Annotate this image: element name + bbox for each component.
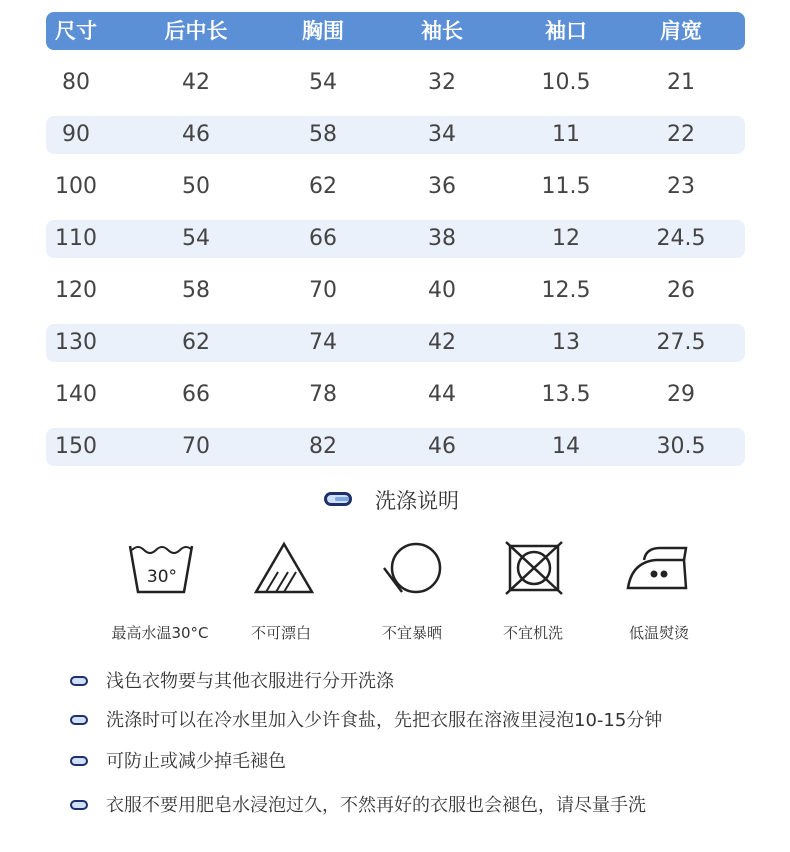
cell-back-length: 46 [182, 122, 210, 147]
cell-back-length: 50 [182, 174, 210, 199]
table-row [46, 116, 745, 154]
cell-chest: 78 [309, 382, 337, 407]
cell-size: 150 [55, 434, 97, 459]
cell-chest: 82 [309, 434, 337, 459]
bullet-icon [70, 800, 88, 810]
cell-sleeve-length: 38 [428, 226, 456, 251]
list-item [0, 748, 790, 776]
wash-temp-text: 30° [146, 567, 178, 587]
note-text: 可防止或减少掉毛褪色 [106, 751, 286, 772]
list-item [0, 668, 790, 696]
cell-chest: 54 [309, 70, 337, 95]
cell-back-length: 54 [182, 226, 210, 251]
care-label-iron-low: 低温熨烫 [628, 624, 690, 642]
cell-shoulder: 24.5 [656, 226, 706, 251]
care-label-no-machine: 不宜机洗 [502, 624, 564, 642]
pill-icon [324, 492, 352, 506]
cell-chest: 70 [309, 278, 337, 303]
table-row [46, 376, 745, 414]
cell-shoulder: 26 [667, 278, 695, 303]
cell-back-length: 62 [182, 330, 210, 355]
no-tumble-dry-icon [504, 540, 574, 606]
cell-sleeve-length: 36 [428, 174, 456, 199]
header-cuff: 袖口 [545, 19, 587, 43]
cell-chest: 66 [309, 226, 337, 251]
cell-size: 140 [55, 382, 97, 407]
cell-cuff: 12.5 [541, 278, 591, 303]
cell-sleeve-length: 34 [428, 122, 456, 147]
cell-back-length: 58 [182, 278, 210, 303]
table-row [46, 220, 745, 258]
cell-shoulder: 27.5 [656, 330, 706, 355]
header-back-length: 后中长 [164, 19, 228, 43]
header-size: 尺寸 [55, 19, 97, 43]
note-text: 洗涤时可以在冷水里加入少许食盐，先把衣服在溶液里浸泡10-15分钟 [106, 710, 663, 731]
cell-cuff: 14 [552, 434, 580, 459]
care-label-wash-temp: 最高水温30°C [111, 624, 209, 642]
cell-cuff: 10.5 [541, 70, 591, 95]
note-text: 衣服不要用肥皂水浸泡过久，不然再好的衣服也会褪色，请尽量手洗 [106, 795, 646, 816]
cell-shoulder: 21 [667, 70, 695, 95]
cell-size: 90 [62, 122, 90, 147]
cell-back-length: 42 [182, 70, 210, 95]
cell-cuff: 13.5 [541, 382, 591, 407]
cell-back-length: 70 [182, 434, 210, 459]
cell-size: 80 [62, 70, 90, 95]
cell-sleeve-length: 44 [428, 382, 456, 407]
bullet-icon [70, 756, 88, 766]
cell-cuff: 13 [552, 330, 580, 355]
cell-shoulder: 22 [667, 122, 695, 147]
care-label-no-sun: 不宜暴晒 [381, 624, 443, 642]
cell-sleeve-length: 42 [428, 330, 456, 355]
care-label-no-bleach: 不可漂白 [250, 624, 312, 642]
cell-size: 120 [55, 278, 97, 303]
cell-cuff: 12 [552, 226, 580, 251]
cell-sleeve-length: 32 [428, 70, 456, 95]
table-row [46, 428, 745, 466]
cell-chest: 62 [309, 174, 337, 199]
no-bleach-icon [252, 540, 322, 606]
table-row [46, 324, 745, 362]
header-shoulder: 肩宽 [660, 19, 702, 43]
cell-shoulder: 23 [667, 174, 695, 199]
cell-cuff: 11.5 [541, 174, 591, 199]
cell-size: 100 [55, 174, 97, 199]
wash-title-text: 洗涤说明 [375, 489, 459, 513]
size-chart-table [46, 12, 745, 466]
cell-chest: 74 [309, 330, 337, 355]
cell-size: 130 [55, 330, 97, 355]
header-sleeve-length: 袖长 [421, 19, 463, 43]
iron-low-icon [626, 540, 696, 606]
list-item [0, 792, 790, 820]
table-row [46, 64, 745, 102]
header-chest: 胸围 [302, 19, 344, 43]
table-row [46, 168, 745, 206]
cell-shoulder: 29 [667, 382, 695, 407]
note-text: 浅色衣物要与其他衣服进行分开洗涤 [106, 671, 394, 692]
cell-sleeve-length: 46 [428, 434, 456, 459]
list-item [0, 707, 790, 735]
cell-cuff: 11 [552, 122, 580, 147]
cell-back-length: 66 [182, 382, 210, 407]
size-chart-header [46, 12, 745, 50]
cell-shoulder: 30.5 [656, 434, 706, 459]
cell-sleeve-length: 40 [428, 278, 456, 303]
cell-size: 110 [55, 226, 97, 251]
wash-instructions-title [0, 484, 790, 518]
bullet-icon [70, 715, 88, 725]
cell-chest: 58 [309, 122, 337, 147]
table-row [46, 272, 745, 310]
no-sun-dry-icon [380, 540, 450, 606]
wash-basin-30-icon [128, 540, 198, 606]
bullet-icon [70, 676, 88, 686]
